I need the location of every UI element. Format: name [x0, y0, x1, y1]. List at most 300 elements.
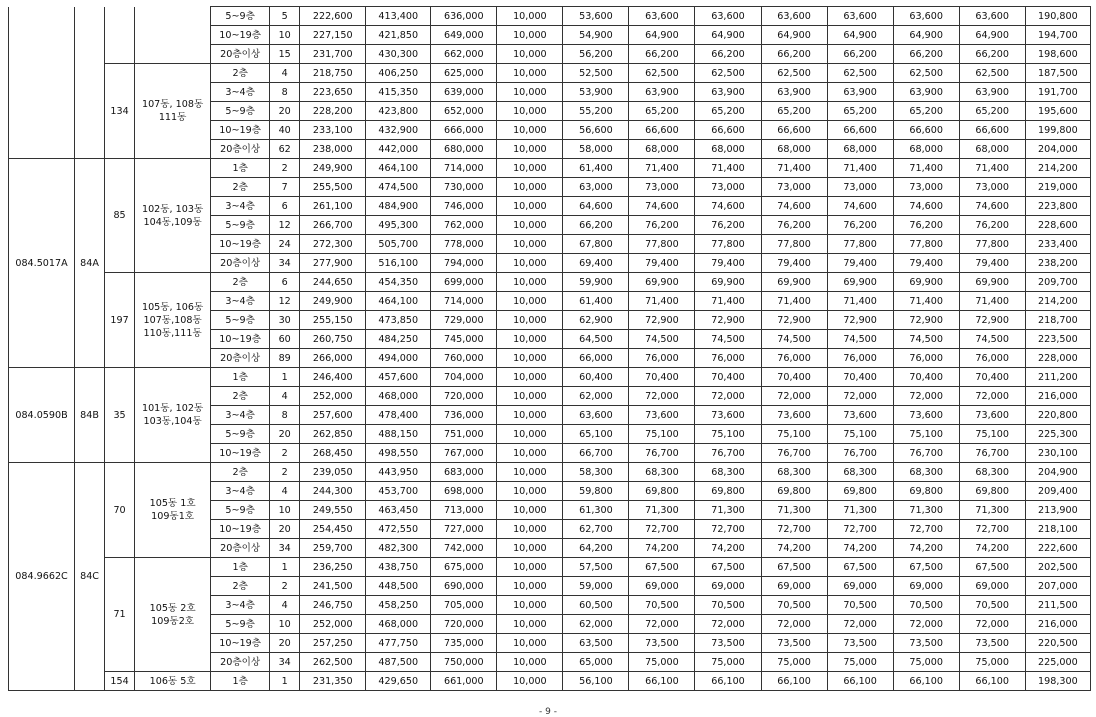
amount-cell: 69,900 [893, 273, 959, 292]
amount-cell: 62,000 [563, 387, 629, 406]
floor-cell: 1층 [211, 368, 270, 387]
amount-cell: 70,500 [629, 596, 695, 615]
amount-cell: 76,200 [959, 216, 1025, 235]
amount-cell: 71,300 [827, 501, 893, 520]
amount-cell: 10,000 [497, 463, 563, 482]
amount-cell: 277,900 [300, 254, 366, 273]
amount-cell: 72,700 [959, 520, 1025, 539]
amount-cell: 198,300 [1025, 672, 1090, 691]
amount-cell: 74,500 [959, 330, 1025, 349]
amount-cell: 71,400 [893, 159, 959, 178]
amount-cell: 214,200 [1025, 159, 1090, 178]
amount-cell: 10,000 [497, 577, 563, 596]
amount-cell: 74,200 [893, 539, 959, 558]
amount-cell: 75,000 [629, 653, 695, 672]
amount-cell: 66,100 [827, 672, 893, 691]
amount-cell: 727,000 [431, 520, 497, 539]
amount-cell: 429,650 [366, 672, 431, 691]
amount-cell: 68,300 [827, 463, 893, 482]
amount-cell: 228,200 [300, 102, 366, 121]
amount-cell: 498,550 [366, 444, 431, 463]
amount-cell: 62,500 [959, 64, 1025, 83]
amount-cell: 649,000 [431, 26, 497, 45]
amount-cell: 195,600 [1025, 102, 1090, 121]
count-cell: 4 [270, 596, 300, 615]
amount-cell: 71,300 [893, 501, 959, 520]
table-row [9, 64, 1091, 83]
amount-cell: 52,500 [563, 64, 629, 83]
amount-cell: 62,000 [563, 615, 629, 634]
amount-cell: 10,000 [497, 520, 563, 539]
amount-cell: 63,000 [563, 178, 629, 197]
amount-cell: 77,800 [695, 235, 761, 254]
amount-cell: 63,900 [695, 83, 761, 102]
amount-cell: 64,900 [893, 26, 959, 45]
amount-cell: 75,000 [761, 653, 827, 672]
amount-cell: 70,500 [827, 596, 893, 615]
table-row [9, 463, 1091, 482]
amount-cell: 71,300 [959, 501, 1025, 520]
amount-cell: 66,600 [695, 121, 761, 140]
amount-cell: 262,500 [300, 653, 366, 672]
count-cell: 6 [270, 273, 300, 292]
floor-cell: 10~19층 [211, 520, 270, 539]
size-cell [75, 7, 105, 159]
amount-cell: 209,400 [1025, 482, 1090, 501]
amount-cell: 236,250 [300, 558, 366, 577]
amount-cell: 53,900 [563, 83, 629, 102]
amount-cell: 64,900 [959, 26, 1025, 45]
amount-cell: 56,200 [563, 45, 629, 64]
amount-cell: 77,800 [959, 235, 1025, 254]
amount-cell: 74,600 [827, 197, 893, 216]
floor-cell: 10~19층 [211, 121, 270, 140]
amount-cell: 487,500 [366, 653, 431, 672]
amount-cell: 64,600 [563, 197, 629, 216]
table-row [9, 159, 1091, 178]
amount-cell: 262,850 [300, 425, 366, 444]
amount-cell: 266,700 [300, 216, 366, 235]
amount-cell: 58,300 [563, 463, 629, 482]
amount-cell: 423,800 [366, 102, 431, 121]
floor-cell: 1층 [211, 159, 270, 178]
count-cell: 12 [270, 216, 300, 235]
amount-cell: 77,800 [827, 235, 893, 254]
group-count-cell: 35 [105, 368, 135, 463]
amount-cell: 65,200 [695, 102, 761, 121]
amount-cell: 421,850 [366, 26, 431, 45]
amount-cell: 730,000 [431, 178, 497, 197]
amount-cell: 67,500 [629, 558, 695, 577]
amount-cell: 484,900 [366, 197, 431, 216]
amount-cell: 76,200 [893, 216, 959, 235]
amount-cell: 62,500 [629, 64, 695, 83]
amount-cell: 720,000 [431, 615, 497, 634]
amount-cell: 69,800 [959, 482, 1025, 501]
floor-cell: 2층 [211, 463, 270, 482]
amount-cell: 64,900 [761, 26, 827, 45]
amount-cell: 57,500 [563, 558, 629, 577]
amount-cell: 66,700 [563, 444, 629, 463]
amount-cell: 472,550 [366, 520, 431, 539]
amount-cell: 10,000 [497, 539, 563, 558]
amount-cell: 72,000 [893, 387, 959, 406]
amount-cell: 72,700 [695, 520, 761, 539]
dong-cell: 101동, 102동 103동,104동 [135, 368, 211, 463]
size-cell: 84A [75, 159, 105, 368]
amount-cell: 63,600 [629, 7, 695, 26]
amount-cell: 794,000 [431, 254, 497, 273]
amount-cell: 729,000 [431, 311, 497, 330]
amount-cell: 244,650 [300, 273, 366, 292]
floor-cell: 10~19층 [211, 444, 270, 463]
amount-cell: 75,100 [695, 425, 761, 444]
count-cell: 10 [270, 615, 300, 634]
amount-cell: 71,400 [629, 292, 695, 311]
amount-cell: 71,300 [629, 501, 695, 520]
amount-cell: 468,000 [366, 387, 431, 406]
group-count-cell: 71 [105, 558, 135, 672]
amount-cell: 70,500 [893, 596, 959, 615]
group-count-cell: 134 [105, 64, 135, 159]
amount-cell: 79,400 [893, 254, 959, 273]
amount-cell: 75,000 [893, 653, 959, 672]
floor-cell: 3~4층 [211, 482, 270, 501]
amount-cell: 77,800 [629, 235, 695, 254]
count-cell: 8 [270, 406, 300, 425]
amount-cell: 746,000 [431, 197, 497, 216]
amount-cell: 73,600 [695, 406, 761, 425]
amount-cell: 10,000 [497, 140, 563, 159]
amount-cell: 73,600 [893, 406, 959, 425]
amount-cell: 216,000 [1025, 615, 1090, 634]
amount-cell: 10,000 [497, 121, 563, 140]
amount-cell: 10,000 [497, 311, 563, 330]
amount-cell: 75,100 [959, 425, 1025, 444]
amount-cell: 636,000 [431, 7, 497, 26]
amount-cell: 63,900 [761, 83, 827, 102]
amount-cell: 72,900 [695, 311, 761, 330]
amount-cell: 68,300 [629, 463, 695, 482]
floor-cell: 5~9층 [211, 615, 270, 634]
floor-cell: 3~4층 [211, 292, 270, 311]
amount-cell: 10,000 [497, 83, 563, 102]
amount-cell: 219,000 [1025, 178, 1090, 197]
amount-cell: 675,000 [431, 558, 497, 577]
amount-cell: 73,600 [629, 406, 695, 425]
amount-cell: 71,400 [761, 159, 827, 178]
amount-cell: 73,000 [893, 178, 959, 197]
amount-cell: 187,500 [1025, 64, 1090, 83]
count-cell: 1 [270, 558, 300, 577]
amount-cell: 72,900 [827, 311, 893, 330]
amount-cell: 662,000 [431, 45, 497, 64]
amount-cell: 66,100 [761, 672, 827, 691]
amount-cell: 72,900 [893, 311, 959, 330]
amount-cell: 211,200 [1025, 368, 1090, 387]
amount-cell: 69,800 [893, 482, 959, 501]
amount-cell: 76,000 [893, 349, 959, 368]
amount-cell: 69,000 [761, 577, 827, 596]
amount-cell: 230,100 [1025, 444, 1090, 463]
amount-cell: 762,000 [431, 216, 497, 235]
amount-cell: 750,000 [431, 653, 497, 672]
amount-cell: 268,450 [300, 444, 366, 463]
count-cell: 4 [270, 482, 300, 501]
amount-cell: 70,500 [761, 596, 827, 615]
amount-cell: 65,200 [761, 102, 827, 121]
amount-cell: 72,000 [827, 387, 893, 406]
amount-cell: 239,050 [300, 463, 366, 482]
count-cell: 12 [270, 292, 300, 311]
amount-cell: 66,100 [695, 672, 761, 691]
amount-cell: 10,000 [497, 197, 563, 216]
amount-cell: 65,200 [959, 102, 1025, 121]
amount-cell: 252,000 [300, 615, 366, 634]
floor-cell: 2층 [211, 64, 270, 83]
dong-cell: 105동, 106동 107동,108동 110동,111동 [135, 273, 211, 368]
amount-cell: 69,800 [827, 482, 893, 501]
count-cell: 60 [270, 330, 300, 349]
amount-cell: 71,400 [695, 159, 761, 178]
amount-cell: 76,200 [629, 216, 695, 235]
count-cell: 2 [270, 159, 300, 178]
amount-cell: 63,600 [695, 7, 761, 26]
count-cell: 30 [270, 311, 300, 330]
count-cell: 89 [270, 349, 300, 368]
amount-cell: 72,000 [893, 615, 959, 634]
amount-cell: 65,200 [827, 102, 893, 121]
amount-cell: 72,000 [959, 615, 1025, 634]
amount-cell: 249,900 [300, 292, 366, 311]
amount-cell: 223,650 [300, 83, 366, 102]
amount-cell: 74,500 [695, 330, 761, 349]
amount-cell: 74,600 [695, 197, 761, 216]
payment-schedule-table [8, 6, 1091, 691]
count-cell: 20 [270, 425, 300, 444]
amount-cell: 69,000 [695, 577, 761, 596]
amount-cell: 661,000 [431, 672, 497, 691]
amount-cell: 72,000 [695, 387, 761, 406]
amount-cell: 453,700 [366, 482, 431, 501]
amount-cell: 79,400 [695, 254, 761, 273]
amount-cell: 10,000 [497, 672, 563, 691]
amount-cell: 74,600 [761, 197, 827, 216]
amount-cell: 222,600 [1025, 539, 1090, 558]
amount-cell: 62,500 [695, 64, 761, 83]
amount-cell: 209,700 [1025, 273, 1090, 292]
amount-cell: 59,800 [563, 482, 629, 501]
amount-cell: 10,000 [497, 425, 563, 444]
amount-cell: 76,700 [959, 444, 1025, 463]
amount-cell: 61,400 [563, 159, 629, 178]
amount-cell: 473,850 [366, 311, 431, 330]
amount-cell: 75,100 [893, 425, 959, 444]
amount-cell: 75,100 [629, 425, 695, 444]
amount-cell: 75,100 [827, 425, 893, 444]
count-cell: 1 [270, 672, 300, 691]
table-row [9, 7, 1091, 26]
amount-cell: 64,200 [563, 539, 629, 558]
amount-cell: 69,000 [629, 577, 695, 596]
amount-cell: 68,300 [959, 463, 1025, 482]
amount-cell: 66,600 [761, 121, 827, 140]
amount-cell: 68,000 [893, 140, 959, 159]
amount-cell: 67,500 [695, 558, 761, 577]
amount-cell: 698,000 [431, 482, 497, 501]
amount-cell: 74,200 [959, 539, 1025, 558]
amount-cell: 474,500 [366, 178, 431, 197]
amount-cell: 73,600 [959, 406, 1025, 425]
floor-cell: 10~19층 [211, 235, 270, 254]
floor-cell: 20층이상 [211, 653, 270, 672]
type-cell [9, 7, 75, 159]
count-cell: 4 [270, 387, 300, 406]
amount-cell: 65,000 [563, 653, 629, 672]
amount-cell: 442,000 [366, 140, 431, 159]
amount-cell: 73,500 [695, 634, 761, 653]
amount-cell: 64,900 [695, 26, 761, 45]
count-cell: 34 [270, 653, 300, 672]
dong-cell: 106동 5호 [135, 672, 211, 691]
amount-cell: 71,400 [959, 159, 1025, 178]
count-cell: 7 [270, 178, 300, 197]
amount-cell: 63,900 [629, 83, 695, 102]
amount-cell: 448,500 [366, 577, 431, 596]
amount-cell: 204,000 [1025, 140, 1090, 159]
amount-cell: 63,600 [959, 7, 1025, 26]
amount-cell: 76,700 [827, 444, 893, 463]
amount-cell: 468,000 [366, 615, 431, 634]
amount-cell: 207,000 [1025, 577, 1090, 596]
amount-cell: 194,700 [1025, 26, 1090, 45]
count-cell: 20 [270, 520, 300, 539]
amount-cell: 69,900 [761, 273, 827, 292]
floor-cell: 5~9층 [211, 7, 270, 26]
amount-cell: 69,000 [893, 577, 959, 596]
amount-cell: 680,000 [431, 140, 497, 159]
amount-cell: 214,200 [1025, 292, 1090, 311]
amount-cell: 76,000 [695, 349, 761, 368]
amount-cell: 63,900 [893, 83, 959, 102]
amount-cell: 211,500 [1025, 596, 1090, 615]
amount-cell: 222,600 [300, 7, 366, 26]
amount-cell: 63,600 [563, 406, 629, 425]
amount-cell: 73,000 [827, 178, 893, 197]
amount-cell: 249,900 [300, 159, 366, 178]
amount-cell: 10,000 [497, 216, 563, 235]
amount-cell: 10,000 [497, 26, 563, 45]
amount-cell: 76,000 [761, 349, 827, 368]
amount-cell: 238,000 [300, 140, 366, 159]
count-cell: 20 [270, 102, 300, 121]
amount-cell: 454,350 [366, 273, 431, 292]
amount-cell: 58,000 [563, 140, 629, 159]
amount-cell: 69,900 [629, 273, 695, 292]
floor-cell: 5~9층 [211, 425, 270, 444]
type-cell: 084.9662C [9, 463, 75, 691]
amount-cell: 478,400 [366, 406, 431, 425]
amount-cell: 742,000 [431, 539, 497, 558]
amount-cell: 713,000 [431, 501, 497, 520]
amount-cell: 68,300 [893, 463, 959, 482]
amount-cell: 64,500 [563, 330, 629, 349]
dong-cell: 107동, 108동 111동 [135, 64, 211, 159]
amount-cell: 73,000 [761, 178, 827, 197]
amount-cell: 73,600 [827, 406, 893, 425]
amount-cell: 77,800 [893, 235, 959, 254]
amount-cell: 66,600 [893, 121, 959, 140]
amount-cell: 69,000 [959, 577, 1025, 596]
amount-cell: 10,000 [497, 558, 563, 577]
amount-cell: 70,400 [893, 368, 959, 387]
floor-cell: 20층이상 [211, 45, 270, 64]
amount-cell: 259,700 [300, 539, 366, 558]
amount-cell: 72,000 [959, 387, 1025, 406]
amount-cell: 71,400 [761, 292, 827, 311]
amount-cell: 73,000 [959, 178, 1025, 197]
amount-cell: 10,000 [497, 387, 563, 406]
dong-cell: 105동 1호 109동1호 [135, 463, 211, 558]
amount-cell: 76,000 [959, 349, 1025, 368]
amount-cell: 75,100 [761, 425, 827, 444]
amount-cell: 225,000 [1025, 653, 1090, 672]
amount-cell: 652,000 [431, 102, 497, 121]
amount-cell: 255,150 [300, 311, 366, 330]
amount-cell: 72,900 [629, 311, 695, 330]
amount-cell: 225,300 [1025, 425, 1090, 444]
amount-cell: 10,000 [497, 254, 563, 273]
amount-cell: 70,500 [959, 596, 1025, 615]
table-row [9, 558, 1091, 577]
amount-cell: 73,600 [761, 406, 827, 425]
amount-cell: 63,600 [893, 7, 959, 26]
amount-cell: 72,700 [827, 520, 893, 539]
amount-cell: 233,100 [300, 121, 366, 140]
amount-cell: 67,500 [959, 558, 1025, 577]
amount-cell: 65,100 [563, 425, 629, 444]
amount-cell: 69,800 [629, 482, 695, 501]
amount-cell: 257,250 [300, 634, 366, 653]
amount-cell: 71,400 [827, 159, 893, 178]
amount-cell: 67,500 [827, 558, 893, 577]
floor-cell: 2층 [211, 577, 270, 596]
count-cell: 15 [270, 45, 300, 64]
count-cell: 4 [270, 64, 300, 83]
floor-cell: 5~9층 [211, 501, 270, 520]
amount-cell: 66,200 [629, 45, 695, 64]
amount-cell: 69,400 [563, 254, 629, 273]
amount-cell: 71,300 [695, 501, 761, 520]
amount-cell: 10,000 [497, 235, 563, 254]
amount-cell: 74,200 [629, 539, 695, 558]
table-row [9, 368, 1091, 387]
amount-cell: 74,500 [893, 330, 959, 349]
amount-cell: 10,000 [497, 64, 563, 83]
amount-cell: 199,800 [1025, 121, 1090, 140]
amount-cell: 70,400 [761, 368, 827, 387]
amount-cell: 64,900 [629, 26, 695, 45]
amount-cell: 430,300 [366, 45, 431, 64]
amount-cell: 70,400 [629, 368, 695, 387]
amount-cell: 67,500 [761, 558, 827, 577]
amount-cell: 62,900 [563, 311, 629, 330]
floor-cell: 3~4층 [211, 596, 270, 615]
floor-cell: 1층 [211, 558, 270, 577]
amount-cell: 73,500 [959, 634, 1025, 653]
amount-cell: 10,000 [497, 634, 563, 653]
amount-cell: 252,000 [300, 387, 366, 406]
